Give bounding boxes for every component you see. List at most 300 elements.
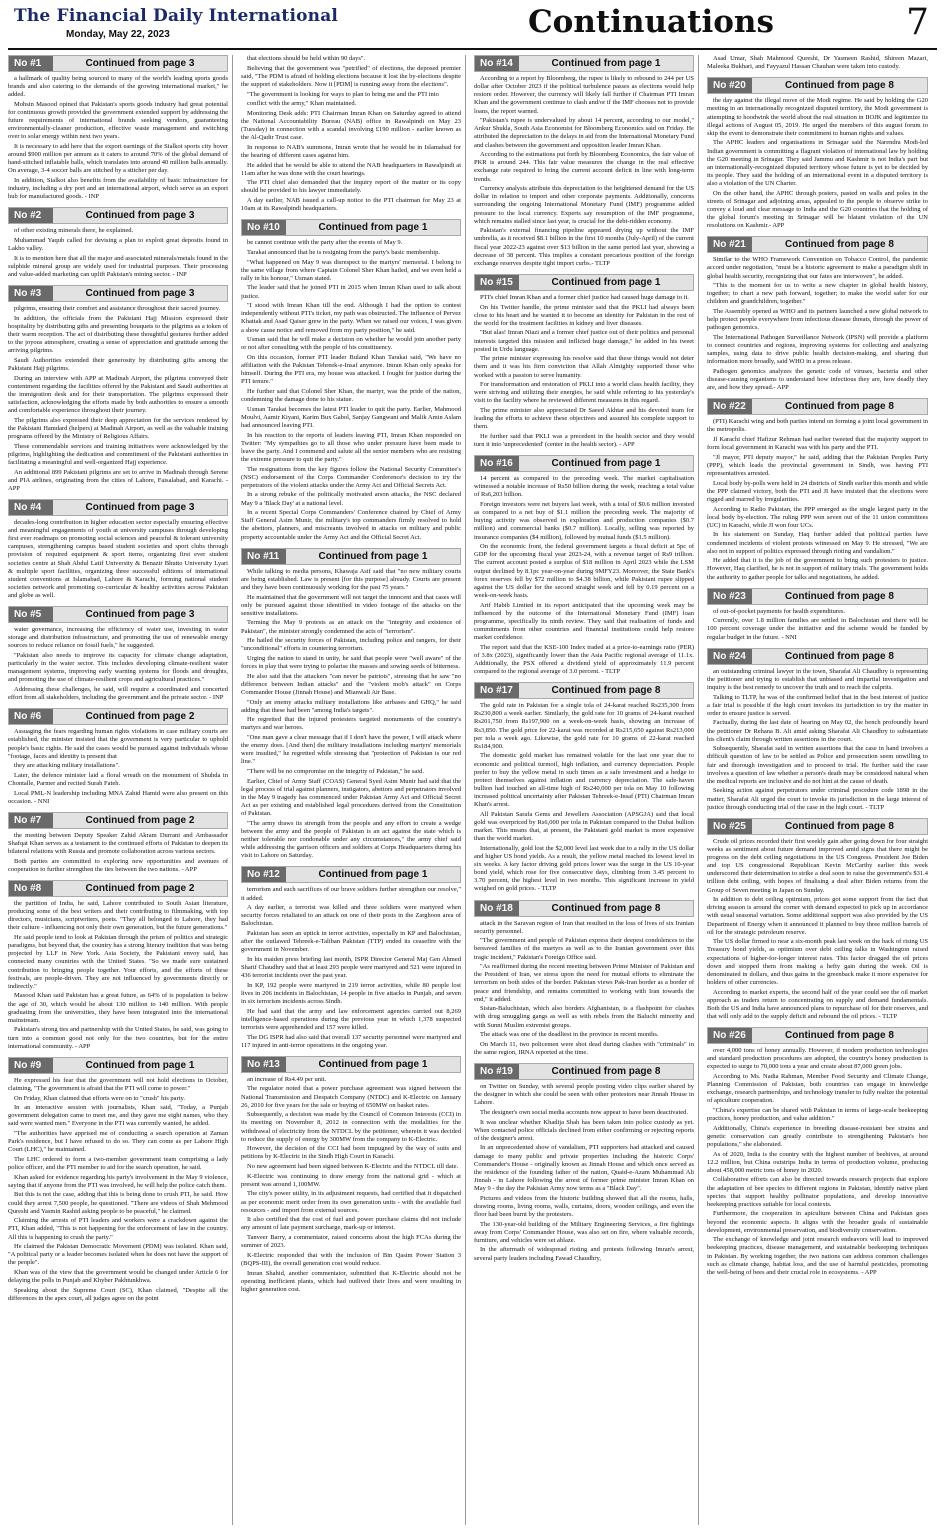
story-block xyxy=(707,1027,928,1277)
story-block xyxy=(707,648,928,812)
continued-from-label: Continued from page 3 xyxy=(85,501,195,513)
story-body xyxy=(8,305,228,493)
story-number-tag: No #2 xyxy=(9,208,53,223)
story-body xyxy=(241,55,461,213)
paragraph: of out-of-pocket payments for health expenditures. xyxy=(713,607,846,615)
paragraph: These commendable services and training initiatives were acknowledged by the pilgrims, highlighting the dedication and commitment of the Pakistani authorities in facilitating a meaningful and well-organized Hajj experience. xyxy=(8,442,228,466)
paragraph: He added that it is the job of the government to bring such protesters to justice. However, Haq clarified, he is not in support of military trials. The government holds the authority to gather people for talks and negotiations, he added. xyxy=(707,557,928,581)
paragraph: An additional 899 Pakistani pilgrims are set to arrive in Madinah through Serene and PIA airlines, originating from the cities of Lahore, Faisalabad, and Karachi. - APP xyxy=(8,468,228,492)
paragraph: A day earlier, a terrorist was killed and three soldiers were martyred when security forces retaliated to an attack on one of their posts in the Zarghoon area of Balochistan. xyxy=(241,904,461,928)
story-block xyxy=(707,236,928,392)
paragraph: He expressed his fear that the government will not hold elections in October, claiming, "The government is afraid that the PTI will come to power." xyxy=(8,1076,228,1092)
paragraph: In addition to debt ceiling optimism, prices got some support from the fact that driving season is around the corner with demand expected to pick up in accordance with usual seasonal variation. Some additional support was also provided by the US Department of Energy when it announced it planned to buy three million barrels of oil for the strategic petroleum reserve. xyxy=(707,896,928,936)
paragraph: "Only an enemy attacks military installations like airbases and GHQ," he said adding that these had been "among India's targets". xyxy=(241,698,461,714)
continued-from-label: Continued from page 8 xyxy=(785,1030,894,1041)
paragraph: In his statement on Sunday, Haq further added that political parties have condemned incidents of violent protests witnessed on May 9. He stressed, "We are also not in support of politics expressed through rioting and vandalism." xyxy=(707,531,928,555)
continued-from-label: Continued from page 8 xyxy=(785,650,894,662)
paragraph: Asad Umar, Shah Mahmood Qureshi, Dr Yasmeen Rashid, Shireen Mazari, Maleeka Bukhari, and Fayyazul Hassan Chauhan were taken into custody. xyxy=(707,55,928,71)
continuation-header xyxy=(707,818,928,835)
paragraph: The prime minister expressing his resolve said that these things would not deter them and it was his firm conviction that Allah Almighty supported those who worked with a passion to serve humanity. xyxy=(474,355,694,379)
paragraph: Tarakai announced that he is resigning from the party's basic membership. xyxy=(247,248,440,256)
paragraph: Subsequently, Sharafat said in written assertions that the case in hand involves a difficult question of law to be settled as Police and prosecution seem unwilling to fair and thorough investigation and to proceed to trial. He further said the case involves a question of law whether a person's death may be considered natural when the medical reports are inclusive and do not hint at the cause of death. xyxy=(707,745,928,785)
continuation-header xyxy=(474,55,694,72)
paragraph: The gold rate in Pakistan for a single tola of 24-karat reached Rs235,300 from Rs230,800 a week earlier. Similarly, the gold rate for 10 grams of 24-karat reached Rs201,750 from Rs197,900 on a week-on-week basis, showing an increase of Rs3,850. The gold price for 22-karat was recorded at Rs215,650 against Rs213,000 per tola a week ago. Likewise, the gold rate for 10 grams of 22-karat reached Rs184,900. xyxy=(474,702,694,750)
story-number-tag: No #23 xyxy=(708,589,752,604)
continued-from-label: Continued from page 1 xyxy=(551,458,661,470)
paragraph: Usman Tarakai becomes the latest PTI leader to quit the party. Earlier, Mahmood Moulvi, Aamir Kiyani, Karim Bux Gabol, Sanjay Gangwani and Malik Amin Aslam had announced leaving PTI. xyxy=(241,405,461,429)
paragraph: The LHC ordered to form a two-member government team comprising a lady police officer, and the PTI member to aid for the search operation, he said. xyxy=(8,1155,228,1171)
paragraph: attack in the Saravan region of Iran that resulted in the loss of lives of six Iranian security personnel. xyxy=(474,919,694,935)
paragraph: of other existing minerals there, he explained. xyxy=(14,227,134,235)
column-2 xyxy=(241,55,466,1525)
story-number-tag: No #24 xyxy=(708,649,752,664)
story-number-tag: No #6 xyxy=(9,709,53,724)
paragraph: Foreign investors were net buyers last week, with a total of $0.6 million invested as compared to a net buy of $1.1 million the preceding week. The majority of buying activity was observed in exploration and production companies ($0.7 million) and commercial banks ($0.7 million). Locally, selling was reported by insurance companies ($4 million), followed by mutual funds ($1.5 million). xyxy=(474,501,694,541)
paragraph: Local PML-N leadership including MNA Zahid Hamid were also present on this occasion. - NNI xyxy=(8,789,228,805)
paragraph: He also said that the attackers "can never be patriots", stressing that he saw "no difference between Indian attacks" and the "violent mob's attack" on Corps Commander House (Jinnah House) and Mianwali Air Base. xyxy=(241,672,461,696)
continuation-header xyxy=(241,219,461,236)
paragraph: During an interview with APP at Madinah Airport, the pilgrims conveyed their contentment regarding the facilities offered by the Pakistani and Saudi authorities at the immigration desk and for their transportation. The pilgrims expressed their satisfaction, acknowledging the efforts made by both authorities to ensure a smooth and comfortable experience throughout their journey. xyxy=(8,374,228,415)
paragraph: Sistan-Baluchistan, which also borders Afghanistan, is a flashpoint for clashes with drug smuggling gangs as well as with rebels from the Baluchi minority and with Sunni Muslim extremist groups. xyxy=(474,1005,694,1029)
column-3 xyxy=(474,55,699,1525)
paragraph: He claimed the Pakistan Democratic Movement (PDM) was isolated. Khan said, "A political party or a leader becomes isolated when he does not have the support of the people". xyxy=(8,1243,228,1267)
column-4 xyxy=(707,55,932,1525)
story-body xyxy=(8,1077,228,1303)
paragraph: The resignations from the key figures follow the National Security Committee's (NSC) endorsement of the Corps Commander Conference's decision to try the perpetrators of the violent attacks under the Army Act and Official Secrets Act. xyxy=(241,465,461,489)
paragraph: Local body by-polls were held in 24 districts of Sindh earlier this month and while the PPP claimed victory, both the PTI and JI have insisted that the elections were rigged and marred by irregularities. xyxy=(707,479,928,503)
paragraph: Additionally, China's experience in breeding disease-resistant bee strains and genetic conservation can greatly contribute to strengthening Pakistan's bee populations," she elaborated. xyxy=(707,1124,928,1148)
continuation-header xyxy=(8,606,228,623)
continuation-header xyxy=(241,866,461,883)
paragraph: The pilgrims also expressed their deep appreciation for the services rendered by the Pakistani Hamdard (helpers) at Madinah Airport, as well as the valuable training programs offered by the Ministry of Religious Affairs. xyxy=(8,416,228,440)
story-number-tag: No #5 xyxy=(9,607,53,622)
paragraph: an increase of Rs4.49 per unit. xyxy=(247,1075,327,1083)
paragraph: they are attacking military installations". xyxy=(14,762,120,770)
paragraph: "I stood with Imran Khan till the end. Although I had the option to contest independently without PTI's ticket, my path was obstructed. The influence of Pervez Khattak and Asad Qaiser grew in the party. When we raised our voices, I was given a show cause notice and removed from my party position," he said. xyxy=(241,302,461,334)
paragraph: Mohsin Masood opined that Pakistan's sports goods industry had great potential for continuous growth provided the government extended support by addressing the future requirements of international brands seeking vendors, guaranteeing environmentally-cleaner production, effective waste management and switching over to solar energy within next two years. xyxy=(8,100,228,141)
continued-from-label: Continued from page 8 xyxy=(785,239,894,251)
continuation-header xyxy=(707,77,928,94)
paragraph: The US dollar firmed to near a six-month peak last week on the back of rising US Treasury bond yields, as optimism over debt ceiling talks in Washington raised expectations of higher-for-longer interest rates. This factor dragged the oil prices down and stopped them from making a hefty gain during the week. Oil is denominated in dollars, and thus gains in the greenback make it more expensive for holders of other currencies. xyxy=(707,938,928,986)
paragraph: The APHC leaders and organisations in Srinagar said the Narendra Modi-led Indian government is committing a flagrant violation of international law by holding the G20 meeting in Srinagar. They said Jammu and Kashmir is not India's part but an internationally-recognized disputed territory whose future is yet to be decided by its people. They said the holding of an international event in a disputed territory is also a violation of the UN Charter. xyxy=(707,139,928,187)
paragraph: In an interactive session with journalists, Khan said, "Today, a Punjab government delegation came to meet me, and they gave me eight names, who they said were wanted men." Everyone in the PTI was currently wanted, he added. xyxy=(8,1104,228,1128)
story-number-tag: No #19 xyxy=(475,1064,519,1079)
story-body xyxy=(8,75,228,201)
story-block xyxy=(707,77,928,230)
paragraph: In addition, Sialkot also benefits from the availability of basic infrastructure for industry, including a dry port and an international airport, which serve as an export hub for manufactured goods. - INP xyxy=(8,177,228,201)
story-body xyxy=(8,626,228,702)
paragraph: "One man gave a clear message that if I don't have the power, I will attack where the enemy does. [And then] the military installations including martyrs' memorials were insulted," he regretted while stressing that "protection of Pakistan is our red line." xyxy=(241,734,461,766)
story-number-tag: No #8 xyxy=(9,881,53,896)
paragraph: decades-long contribution in higher education sector especially ensuring effective and meaningful engagements of youth at university campuses through developing first ever roadmaps on promoting social sciences and peaceful & tolerant university campuses, strengthening campus based student societies and sport clubs through provision of required equipment & sport items, organizing first ever student societies centre at Shah Abdul Latif University & Benazir Bhutto University Lyari & multiple sport facilities, organizing three successful editions of international student conventions at Islamabad, Lahore & Karachi, forming national student societies network and promoting co-curricular & healthy activities across Pakistan and globe as well. xyxy=(8,518,228,599)
columns-container xyxy=(8,55,937,1525)
column-1 xyxy=(8,55,233,1525)
continuation-header xyxy=(474,274,694,291)
paragraph: In an unprecedented show of vandalism, PTI supporters had attacked and caused damage to many public and private properties including the historic Corps' Commander's House - originally known as Jinnah House and which once served as the residence of the founding father of the nation, Quaid-e-Azam Muhammad Ali Jinnah - in Lahore following the arrest of former prime minister Imran Khan on May 9 - the day the Pakistan Army now terms as a "Black Day". xyxy=(474,1144,694,1192)
story-body xyxy=(8,832,228,874)
paragraph: Later, the defence minister laid a floral wreath on the monument of Shuhda in Chontalle, Parmer and recited Surah Fateh. xyxy=(8,771,228,787)
paragraph: The attack was one of the deadliest in the province in recent months. xyxy=(480,1031,659,1039)
paragraph: the day against the illegal move of the Modi regime. He said by holding the G20 meeting in an internationally recognized disputed territory, the Modi government is attempting to hoodwink the world about the real situation in IIOJK and legitimize its illegal actions of August 05, 2019. He urged the members of this august forum to skip the event to demonstrate their commitment to human rights and values. xyxy=(707,97,928,137)
paragraph: In his maiden press briefing last month, ISPR Director General Maj Gen Ahmed Sharif Chaudhry said that at least 293 people were martyred and 521 were injured in 436 terrorist incidents over the past year. xyxy=(241,955,461,980)
paragraph: Subsequently, a decision was made by the Council of Common Interests (CCI) in its meeting on November 8, 2012 in connection with the modalities for the withdrawal of electricity from the NTDCL by the petitioner, wherein it was decided to reduce the supply of energy by 300MW from the company to K-Electric. xyxy=(241,1111,461,1143)
story-block xyxy=(8,285,228,493)
paragraph: Tanveer Barry, a commentator, raised concerns about the high FCAs during the summer of 2023. xyxy=(241,1234,461,1250)
story-number-tag: No #10 xyxy=(242,220,286,235)
continuation-header xyxy=(8,812,228,829)
paragraph: The city's power utility, in its adjustment requests, had certified that it dispatched as per economic merit order from its own generation units - with the available fuel resources - and import from external sources. xyxy=(241,1190,461,1214)
page-number: 7 xyxy=(906,2,929,43)
paragraph: Pakistan's strong ties and partnership with the United States, he said, was going to turn into a common good not only for the two countries, but for the entire international community. - APP xyxy=(8,1026,228,1050)
paragraph: Khan was of the view that the government would be changed under Article 6 for delaying the polls in Punjab and Khyber Pakhtunkhwa. xyxy=(8,1269,228,1285)
story-block xyxy=(8,708,228,806)
continued-from-label: Continued from page 2 xyxy=(85,883,195,894)
continuation-header xyxy=(707,236,928,253)
paragraph: Imran Shahid, another commentator, submitted that K-Electric should not be operating inefficient plants, which had outlived their lives and were resulting in higher generation cost. xyxy=(241,1269,461,1293)
story-body xyxy=(707,608,928,642)
paragraph: Factually, during the last date of hearing on May 02, the bench profoundly heard the petitioner Dr Rehana B. Ali amid asking Sharafat Ali Chaudhry to substantiate his client's claim through written assertions in the court. xyxy=(707,719,928,743)
paragraph: On his Twitter handle, the prime minister said that the PKLI had always been close to his heart and he wanted it to become an identity for Pakistan in the rest of the world for the treatment facilities in kidney and liver diseases. xyxy=(474,303,694,327)
paragraph: It was unclear whether Khadija Shah has been taken into police custody as yet. When contacted police officials declined from either confirming or rejecting reports of the designer's arrest. xyxy=(474,1118,694,1142)
story-number-tag: No #7 xyxy=(9,813,53,828)
continued-from-label: Continued from page 3 xyxy=(85,288,195,300)
continued-from-label: Continued from page 3 xyxy=(85,210,195,222)
story-body xyxy=(474,702,694,893)
paragraph: Usman said that he will make a decision on whether he would join another party or not after consulting with the people of his constituency. xyxy=(241,336,461,352)
paragraph: "This is the moment for us to write a new chapter in global health history, together; to chart a new path forward, together; to make the world safer for our children and grandchildren, together." xyxy=(707,282,928,306)
paragraph: He regretted that the injured protesters targeted monuments of the country's martyrs and war heroes. xyxy=(241,716,461,732)
paragraph: The leader said that he joined PTI in 2015 when Imran Khan used to talk about justice. xyxy=(241,284,461,300)
continued-from-label: Continued from page 1 xyxy=(318,869,428,881)
story-block xyxy=(8,880,228,1051)
story-number-tag: No #13 xyxy=(242,1057,286,1072)
paragraph: "But alas! Imran Niazi and a former chief justice out of their politics and personal interests targeted this mission and inflicted huge damage," he added in his tweet posted in Urdu language. xyxy=(474,329,694,353)
paragraph: be cannot continue with the party after the events of May 9. xyxy=(247,239,403,247)
continuation-header xyxy=(474,900,694,917)
paragraph: "The government is looking for ways to plan to bring me and the PTI into xyxy=(247,90,439,98)
story-block xyxy=(474,900,694,1058)
continuation-header xyxy=(8,55,228,72)
paragraph: For transformation and restoration of PKLI into a world class health facility, they were striving and utilizing their energies, he said while referring to his yesterday's visit to the facility where he reviewed different measures in this regard. xyxy=(474,381,694,405)
paragraph: On the other hand, the APHC through posters, pasted on walls and poles in the streets of Srinagar and adjoining areas, appealed to the people to observe strike to convey a loud and clear message to India and the G20 countries that the holding of the global forum's meeting in Srinagar will be blatant violation of the UN resolutions on Kashmir.- APP xyxy=(707,189,928,230)
paragraph: In a strong rebuke of the politically motivated arson attacks, the NSC declared May 9 a 'Black Day' at a national level. xyxy=(241,491,461,507)
paragraph: The domestic gold market has remained volatile for the last one year due to economic and political turmoil, high inflation, and currency depreciation. People prefer to buy the yellow metal in such times as a safe investment and a hedge to protect themselves against inflation and currency depreciation. The safe-haven bullion had touched an all-time high of Rs240,000 per tola on May 10 following increased political uncertainty after Pakistan Tehreek-e-Insaf (PTI) Chairman Imran Khan's arrest. xyxy=(474,752,694,809)
paragraph: "Jl mayor, PTI deputy mayor," he said, adding that the Pakistan Peoples Party (PPP), which leads the provincial government in Sindh, was having PTI representatives arrested. xyxy=(707,453,928,477)
story-block xyxy=(241,548,461,861)
paragraph: According to market experts, the second half of the year could see the oil market approach as traders return to concentrating on supply and demand fundamentals. Both the US and India have announced plans to repurchase oil for their reserves, and that will only add to the supply deficit and rebound the oil prices. - TLTP xyxy=(707,988,928,1020)
continuation-header xyxy=(707,398,928,415)
story-block xyxy=(8,499,228,600)
continuation-header xyxy=(474,455,694,472)
paragraph: Jl Karachi chief Hafizur Rehman had earlier tweeted that the majority support to form local government in Karachi was with his party and the PTI. xyxy=(707,436,928,452)
paragraph: According to Ms. Nadia Rahman, Member Food Security and Climate Change, Planning Commission of Pakistan, both countries can engage in knowledge exchange, research partnerships, and technology transfer to fully realize the potential of apiculture cooperation. xyxy=(707,1072,928,1105)
publication-name: The Financial Daily International xyxy=(14,6,339,26)
continued-from-label: Continued from page 1 xyxy=(551,58,661,69)
story-body xyxy=(241,239,461,541)
story-number-tag: No #26 xyxy=(708,1028,752,1043)
paragraph: Arif Habib Limited in its report anticipated that the upcoming week may be influenced by the outcome of the International Monetary Fund (IMF) loan programme, specifically its ninth review. They said that realisation of funds and commitments from other countries and financial institutions could help restore market confidence. xyxy=(474,601,694,641)
paragraph: The prime minister also appreciated Dr Saeed Akhtar and his devoted team for leading the efforts to achieve these objectives and assured his complete support to them. xyxy=(474,407,694,431)
paragraph: over 4,000 tons of honey annually. However, if modern production technologies and standard production procedures are adopted, the country's honey production is expected to surge to 70,000 tons a year and create about 87,000 green jobs. xyxy=(707,1047,928,1071)
story-body xyxy=(474,920,694,1058)
paragraph: Believing that the government was "petrified" of elections, the deposed premier said, "The PDM is afraid of holding elections because it lost the by-elections despite the support of stakeholders. Now it [PDM] is running away from the elections". xyxy=(241,64,461,88)
paragraph: "The government and people of Pakistan express their deepest condolences to the bereaved families of the martyrs as well as to the Iranian government over this tragic incident," Pakistan's Foreign Office said. xyxy=(474,937,694,961)
continuation-header xyxy=(707,648,928,665)
paragraph: However, the decision of the CCI had been impugned by the way of suits and petitions by K-Electric in the Sindh High Court in Karachi. xyxy=(241,1145,461,1161)
story-body xyxy=(8,227,228,279)
paragraph: The DG ISPR had also said that overall 137 security personnel were martyred and 117 injured in anti-terror operations in the ongoing year. xyxy=(241,1033,461,1049)
paragraph: According to a report by Bloomberg, the rupee is likely to rebound to 244 per US dollar after October 2023 if the political turbulence passes as elections would help restore order. However, the currency will likely fall further if Chairman PTI Imran Khan and the government continue to clash and/or if the IMF chooses not to provide loans, the report warned. xyxy=(474,75,694,115)
story-body xyxy=(8,519,228,600)
story-block xyxy=(241,1056,461,1294)
paragraph: The exchange of knowledge and joint research endeavors will lead to improved beekeeping practices, disease management, and sustainable beekeeping techniques in Pakistan. By working together, the two nations can address common challenges such as climate change, habitat loss, and the use of harmful pesticides, promoting the well-being of bees and their crucial role in ecosystems. - APP xyxy=(707,1236,928,1276)
paragraph: In addition, the officials from the Pakistani Hajj Mission expressed their hospitality by distributing gifts and presenting bouquets to the pilgrims as a token of their warm reception. The act of distributing these thoughtful gestures further added to the joyous atmosphere, creating a sense of appreciation and gratitude among the arriving pilgrims. xyxy=(8,314,228,355)
story-number-tag: No #9 xyxy=(9,1058,53,1073)
story-body xyxy=(707,668,928,812)
paragraph: terrorism and such sacrifices of our brave soldiers further strengthen our resolve," it added. xyxy=(241,886,461,902)
story-block xyxy=(707,588,928,642)
story-body xyxy=(241,1076,461,1294)
paragraph: Masood Khan said Pakistan has a great future, as 64% of is population is below the age of 30, which would be about 130 million to 140 million. With people graduating from the universities, they have been integrated into the international mainstream. xyxy=(8,992,228,1024)
publication-date: Monday, May 22, 2023 xyxy=(66,29,170,40)
paragraph: Pakistan's external financing pipeline appeared drying up without the IMF umbrella, as it received $8.1 billion in the first 10 months (July-April) of the current fiscal year 2022-23 against over $13 billion in the same period last year, showing a decrease of 38 percent. This implies a constant precarious position of the foreign exchange reserves despite tight import curbs.- TLTP xyxy=(474,227,694,267)
paragraph: Currency analysts attribute this depreciation to the heightened demand for the US dollar in relation to import and other corporate payments. Additionally, concerns surrounding the ongoing International Monetary Fund (IMF) programme added pressure to the local currency. Experts say resumption of the IMF programme, which remains stalled since last year, is crucial for the debt-ridden economy. xyxy=(474,185,694,225)
paragraph: Terming the May 9 protests as an attack on the "integrity and existence of Pakistan", the minister strongly condemned the acts of "terrorism". xyxy=(241,619,461,635)
paragraph: Muhammad Yaqub called for devising a plan to exploit great deposits found in Lakho valley. xyxy=(8,237,228,253)
paragraph: the meeting between Deputy Speaker Zahid Akram Durrani and Ambassador Shafqat Khan serves as a testament to the continued efforts of Pakistan to deepen its bilateral relations with Russia and promote collaboration across various sectors. xyxy=(8,831,228,856)
paragraph: According to the estimations put forth by Bloomberg Economics, the fair value of PKR is around 244. This fair value measures the change in the real effective exchange rate required to bring the current account deficit in line with long-term trends. xyxy=(474,151,694,183)
story-number-tag: No #20 xyxy=(708,78,752,93)
story-body xyxy=(707,418,928,581)
story-block xyxy=(474,274,694,449)
continued-from-label: Continued from page 3 xyxy=(85,58,195,69)
paragraph: He further said that PKLI was a precedent in the health sector and they would turn it into 'unprecedented' (center in the health sector). - APP xyxy=(474,432,694,448)
paragraph: As of 2020, India is the country with the highest number of beehives, at around 12.2 million, but China outstrips India in terms of production volume, producing about 458,000 metric tons of honey in 2020. xyxy=(707,1150,928,1174)
paragraph: Internationally, gold lost the $2,000 level last week due to a rally in the US dollar and higher US bond yields. As a result, the yellow metal reached its lowest level in six weeks. A key factor driving gold prices lower was the surge in the US 10-year bond yield, which rose for five consecutive days, climbing from 3.45 percent to 3.70 percent, the highest level in two months. This significant increase in yield weighed on gold prices. - TLTP xyxy=(474,844,694,893)
paragraph: On March 11, two policemen were shot dead during clashes with "criminals" in the same region, IRNA reported at the time. xyxy=(474,1040,694,1056)
continuation-header xyxy=(8,499,228,516)
continuation-header xyxy=(241,548,461,565)
paragraph: While talking to media persons, Khawaja Asif said that "no new military courts are being established. Law is present [for this purpose] already. Courts are present and they have been continuously working for the past 75 years." xyxy=(241,567,461,591)
paragraph: Both parties are committed to exploring new opportunities and avenues of cooperation to further strengthen the ties between the two nations. - APP xyxy=(8,857,228,873)
paragraph: "There will be no compromise on the integrity of Pakistan," he said. xyxy=(247,768,424,775)
continuation-header xyxy=(474,682,694,699)
paragraph: The report said that the KSE-100 Index traded at a price-to-earnings ratio (PER) of 3.8x (2023), significantly lower than the Asia Pacific regional average of 11.1x. Additionally, the PSX offered a dividend yield of approximately 11.9 percent compared to the regional average of 3.0 percent. - TLTP xyxy=(474,643,694,675)
paragraph: The 130-year-old building of the Military Engineering Services, a fire fightings away from Corps' Commander House, was also set on fire, where valuable records, furniture, and vehicles were set ablaze. xyxy=(474,1220,694,1244)
paragraph: a hallmark of quality being sourced to many of the world's leading sports goods brands and also catering to the demands of the growing international market," he added. xyxy=(8,75,228,99)
story-body xyxy=(474,475,694,676)
continued-from-label: Continued from page 8 xyxy=(785,820,894,832)
paragraph: "The authorities have apprised me of conducting a search operation at Zaman Park's residence, but I have refused to do so. They can come as per Lahore High Court (LHC)," he maintained. xyxy=(8,1130,228,1154)
paragraph: Crude oil prices recorded their first weekly gain after going down for four straight weeks as sentiment about future demand improved amid signs that there might be progress on the debt ceiling negotiations in the US Congress. President Joe Biden and top US congressional Republican Kevin McCarthy earlier this week underscored their determination to strike a deal soon to raise the government's $31.4 trillion debt ceiling, with hopes of finalising a deal after Biden returns from the Group of Seven meeting in Japan on Sunday. xyxy=(707,837,928,894)
story-body xyxy=(474,75,694,268)
story-block xyxy=(707,55,928,71)
story-number-tag: No #18 xyxy=(475,901,519,916)
paragraph: He further said that Colonel Sher Khan, the martyr, was the pride of the nation, condemning the damage done to his statue. xyxy=(241,387,461,403)
story-block xyxy=(8,1057,228,1303)
paragraph: Addressing these challenges, he said, will require a coordinated and concerted effort from all stakeholders, including the government and the private sector. - INP xyxy=(8,686,228,702)
story-block xyxy=(8,606,228,702)
paragraph: an outstanding criminal lawyer in the town, Sharafat Ali Chaudhry is representing the petitioner and trying to establish that unbiased and impartial investigation and inquiry is the best remedy to uncover the truth and to reach the culprits. xyxy=(707,667,928,691)
paragraph: Collaborative efforts can also be directed towards research projects that explore the adaptation of bee species to different regions in Pakistan, identify native plant species that support healthy pollinator populations, and develop innovative beekeeping practices suitable for local contexts. xyxy=(707,1176,928,1208)
story-number-tag: No #21 xyxy=(708,237,752,252)
paragraph: pilgrims, ensuring their comfort and assistance throughout their sacred journey. xyxy=(14,305,221,313)
continued-from-label: Continued from page 8 xyxy=(551,1066,661,1077)
paragraph: All Pakistan Sarafa Gems and Jewellers Association (APSGJA) said that local gold was overpriced by Rs6,000 per tola in Pakistan compared to the Dubai bullion market. This means that, at present, the Pakistani gold market is more expensive than the world market. xyxy=(474,810,694,843)
story-number-tag: No #11 xyxy=(242,549,286,564)
continued-from-label: Continued from page 1 xyxy=(318,1058,428,1070)
story-block xyxy=(8,812,228,874)
paragraph: In the aftermath of widespread rioting and protests following Imran's arrest, several party leaders including Fawad Chaudhry, xyxy=(474,1246,694,1262)
story-number-tag: No #15 xyxy=(475,275,519,290)
story-body xyxy=(707,97,928,230)
story-block xyxy=(474,1063,694,1263)
continuation-header xyxy=(707,1027,928,1044)
continued-from-label: Continued from page 2 xyxy=(85,711,195,723)
continued-from-label: Continued from page 1 xyxy=(85,1059,195,1071)
paragraph: Claiming the arrests of PTI leaders and workers were a crackdown against the PTI, Khan added, "This is not happening for the enforcement of law in the country. All this is happening to crush the party." xyxy=(8,1217,228,1241)
paragraph: He maintained that the government will not target the innocent and that cases will only be pursued against those identified in video footage of the attacks on the sensitive installations. xyxy=(241,593,461,617)
story-block xyxy=(474,55,694,268)
continuation-header xyxy=(8,880,228,897)
story-block xyxy=(707,398,928,581)
continuation-header xyxy=(474,1063,694,1080)
paragraph: The regulator noted that a power purchase agreement was signed between the National Transmission and Despatch Company (NTDC) and K-Electric on January 26, 2010 for five years for the sale or buying of 650MW on basket rates. xyxy=(241,1085,461,1109)
continuation-header xyxy=(241,1056,461,1073)
paragraph: Currently, over 1.8 million families are settled in Balochistan and there will be 100 percent coverage under the initiative and the scheme would be funded by regular budget in the future. - NNI xyxy=(707,617,928,641)
paragraph: Urging the nation to stand in unity, he said that people were "well aware" of the forces in play that were trying to polarise the masses and sowing seeds of bitterness. xyxy=(241,654,461,670)
story-body xyxy=(474,294,694,449)
continued-from-label: Continued from page 8 xyxy=(785,80,894,92)
paragraph: He said people tend to look at Pakistan through the prism of politics and strategic paradigms, but beyond that, the country has a strong literary tradition that was being projected by LLF in New York. Asia Society, the Pakistani envoy said, has connected many countries with the United States. "So we made sure sustained contribution to bringing people together. Your efforts, and the efforts of these festivals, are people-driven. They are not influenced by governments directly or indirectly." xyxy=(8,934,228,990)
paragraph: Furthermore, the cooperation in apiculture between China and Pakistan goes beyond the economic aspects. It aligns with the broader goals of sustainable development, environmental preservation, and biodiversity conservation. xyxy=(707,1210,928,1234)
story-block xyxy=(241,219,461,541)
story-number-tag: No #25 xyxy=(708,819,752,834)
paragraph: Assuaging the fears regarding human rights violations in case military courts are established, the minister insisted that the government is very particular to uphold people's basic rights. He said the cases would be pursued against individuals whose "footage, faces and identity is present that xyxy=(8,728,228,760)
story-body xyxy=(8,728,228,806)
story-block xyxy=(241,55,461,213)
paragraph: that elections should be held within 90 days". xyxy=(247,55,366,62)
paragraph: Saudi Authorities extended their generosity by distributing gifts among the Pakistani Hajj pilgrims. xyxy=(8,356,228,372)
story-number-tag: No #1 xyxy=(9,56,53,71)
paragraph: Pakistan has seen an uptick in terror activities, especially in KP and Balochistan, after the outlawed Tehreek-e-Taliban Pakistan (TTP) ended its ceasefire with the government in November. xyxy=(241,930,461,954)
continued-from-label: Continued from page 8 xyxy=(785,590,894,602)
story-number-tag: No #22 xyxy=(708,399,752,414)
paragraph: It also certified that the cost of fuel and power purchase claims did not include any amount of late payment surcharge, mark-up or interest. xyxy=(241,1216,461,1232)
story-block xyxy=(8,55,228,201)
story-body xyxy=(241,886,461,1049)
story-block xyxy=(8,207,228,279)
continuation-header xyxy=(8,207,228,224)
story-block xyxy=(241,866,461,1049)
paragraph: It is to mention here that all the major and associated minerals/metals found in the sulphide mineral group are widely used for industrial purposes. Their processing and value-added marketing can uplift Pakistan's mining sector. - INP xyxy=(8,254,228,278)
continuation-header xyxy=(8,708,228,725)
paragraph: Speaking about the Supreme Court (SC), Khan claimed, "Despite all the differences in the apex court, all judges agree on the point xyxy=(8,1286,228,1302)
continued-from-label: Continued from page 1 xyxy=(318,222,428,234)
paragraph: He added that he would be able to attend the NAB headquarters in Rawalpindi at 11am after he was done with the court hearings. xyxy=(241,161,461,177)
story-body xyxy=(241,568,461,861)
paragraph: Talking to TLTP, he was of the confirmed belief that in the best interest of justice a fair trial is possible if the high court invokes its jurisdiction to try the matter in order to ensure justice is served. xyxy=(707,693,928,717)
continued-from-label: Continued from page 1 xyxy=(318,550,428,562)
paragraph: Khan asked for evidence regarding his party's involvement in the May 9 violence, saying that if anyone from the PTI was involved, he will help the police catch them. xyxy=(8,1173,228,1189)
masthead xyxy=(8,0,937,50)
paragraph: In KP, 192 people were martyred in 219 terror activities, while 80 people lost lives in 206 incidents in Balochistan, 14 people in five attacks in Punjab, and seven in six terrorism incidents across Sindh. xyxy=(241,981,461,1005)
paragraph: on Twitter on Sunday, with several people posting video clips earlier shared by the designer in which she could be seen with other protestors near Jinnah House in Lahore. xyxy=(474,1083,694,1107)
paragraph: No new agreement had been signed between K-Electric and the NTDCL till date. xyxy=(247,1163,459,1170)
paragraph: He hailed the security forces of Pakistan, including police and rangers, for their "unconditional" efforts in countering terrorism. xyxy=(241,637,461,653)
paragraph: "What happened on May 9 was disrespect to the martyrs' memorial. I belong to the same village from where Captain Colonel Sher Khan hailed, and we even held a rally in his honour," Usman stated. xyxy=(241,258,461,282)
story-block xyxy=(707,818,928,1021)
paragraph: In a recent Special Corps Commanders' Conference chaired by Chief of Army Staff General Asim Munir, the military's top commanders firmly resolved to hold the abettors, planners, and miscreants involved in attacks on military and public property accountable under the Army Act and the Official Secret Act. xyxy=(241,509,461,541)
paragraph: K-Electric responded that with the inclusion of Bin Qasim Power Station 3 (BQPS-III), the overall generation cost would reduce. xyxy=(241,1251,461,1267)
continuation-header xyxy=(8,285,228,302)
story-number-tag: No #3 xyxy=(9,286,53,301)
story-body xyxy=(474,1083,694,1263)
story-number-tag: No #4 xyxy=(9,500,53,515)
paragraph: In his reaction to the reports of leaders leaving PTI, Imran Khan responded on Twitter: "My sympathies go to all those who under pressure have been made to leave the party. And I commend and salute all the senior members who are resisting the extreme pressure to quit the party." xyxy=(241,431,461,463)
paragraph: According to Radio Pakistan, the PPP emerged as the single largest party in the local body by-election. The ruling PPP won seven out of the 11 union committees (UC) in Karachi, while JI won four UCs. xyxy=(707,505,928,529)
paragraph: On Friday, Khan claimed that efforts were on to "crush" his party. xyxy=(14,1094,185,1102)
paragraph: conflict with the army," Khan maintained. xyxy=(247,100,357,108)
story-block xyxy=(474,455,694,676)
paragraph: the partition of India, he said, Lahore contributed to South Asian literature, producing some of the best writers and their contributing to filmmaking, with top directors, musicians, scriptwriters, poets. "They all belonged to Lahore, they had their culture - influencing not only their own generation, but the future generations." xyxy=(8,900,228,932)
story-body xyxy=(8,900,228,1051)
paragraph: "As reaffirmed during the recent meeting between Prime Minister of Pakistan and the President of Iran, we stress upon the need for mutual efforts to eliminate the terrorism on both sides of the border. Pakistan views Pak-Iran border as a border of peace and friendship, and remains committed to working with Iran towards the end," it added. xyxy=(474,963,694,1003)
paragraph: "China's expertise can be shared with Pakistan in terms of large-scale beekeeping practices, honey production, and value addition." xyxy=(707,1106,928,1122)
paragraph: He had said that the army and law enforcement agencies carried out 8,269 intelligence-based operations during the previous year in which 1,378 suspected terrorists were apprehended and 157 were killed. xyxy=(241,1007,461,1031)
paragraph: PTI's chief Imran Khan and a former chief justice had caused huge damage to it. xyxy=(480,293,689,301)
paragraph: On the economic front, the federal government targets a fiscal deficit at 5pc of GDP for the upcoming fiscal year 2023-24, with a revenue target of Rs9 trillion. The current account posted a surplus of $18 million in April 2023 while the LSM output declined by 8.1pc year-on-year during 9MFY23. Moreover, the State Bank's forex reserves fell by $72 million to $4.38 billion, while Pakistani rupee slipped against the US dollar for the second straight week and fell by 0.19 percent on a week-on-week basis. xyxy=(474,543,694,599)
story-block xyxy=(474,682,694,893)
paragraph: The PTI chief also demanded that the inquiry report of the matter or its copy should be provided to his lawyer immediately. xyxy=(241,179,461,195)
story-body xyxy=(707,256,928,392)
continued-from-label: Continued from page 2 xyxy=(85,814,195,826)
paragraph: Pathogen genomics analyzes the genetic code of viruses, bacteria and other disease-causing organisms to understand how infectious they are, how deadly they are, and how they spread.- APP xyxy=(707,367,928,392)
paragraph: Pictures and videos from the historic building showed that all the rooms, halls, drawing rooms, living rooms, walls, curtains, doors, wooden ceilings, and even the floor had been burnt by the protesters. xyxy=(474,1194,694,1218)
continued-from-label: Continued from page 1 xyxy=(551,276,661,288)
story-body xyxy=(707,1047,928,1277)
paragraph: "Pakistan also needs to improve its capacity for climate change adaptation, particularly in the water sector. This includes developing climate-resilient water management systems, improving early warning systems for floods and droughts, and promoting the use of climate-resilient crops and agricultural practices." xyxy=(8,652,228,684)
story-body xyxy=(707,838,928,1021)
paragraph: Seeking action against perpetrators under criminal procedure code 1898 in the matter, Sharafat Ali urged the court to invoke its jurisdiction in the large interest of justice through conducting trial of the case in the high court. - TLTP xyxy=(707,787,928,811)
paragraph: The designer's own social media accounts now appear to have been deactivated. xyxy=(480,1108,689,1116)
continued-from-label: Continued from page 8 xyxy=(551,685,661,697)
paragraph: 14 percent as compared to the preceding week. The market capitalisation witnessed a notable increase of Rs50 billion during the week, reaching a total value of Rs6,203 billion. xyxy=(474,475,694,499)
section-title: Continuations xyxy=(528,4,774,40)
paragraph: In response to NAB's summons, Imran wrote that he would be in Islamabad for the hearing of different cases against him. xyxy=(241,143,461,159)
paragraph: (PTI) Karachi wing and both parties intend on forming a joint local government in the metropolis. xyxy=(707,418,928,434)
paragraph: On this occasion, former PTI leader Buland Khan Tarakai said, "We have no affiliation with the Pakistan Tehreek-e-Insaf anymore. Imran Khan only speaks for himself. During the PTI era, my house was attacked. I fought for justice during the PTI tenure." xyxy=(241,353,461,386)
continuation-header xyxy=(707,588,928,605)
paragraph: K-Electric was continuing to draw energy from the national grid - which at present was around 1,100MW. xyxy=(241,1172,461,1188)
story-number-tag: No #14 xyxy=(475,56,519,71)
story-body xyxy=(707,55,928,71)
paragraph: Earlier, Chief of Army Staff (COAS) General Syed Asim Munir had said that the legal process of trial against planners, instigators, abettors and perpetrators involved in the May 9 tragedy has commenced under Pakistan Army Act and Official Secret Act as per existing and established legal procedures derived from the Constitution of Pakistan. xyxy=(241,777,461,818)
continued-from-label: Continued from page 8 xyxy=(785,401,894,413)
paragraph: But this is not the case, adding that this is being done to crush PTI, he said. How could they arrest 7,500 people, he questioned. "There are videos of Shah Mehmood Qureshi and Yasmin Rashid asking people to be peaceful," he claimed. xyxy=(8,1191,228,1215)
paragraph: The International Pathogen Surveillance Network (IPSN) will provide a platform to connect countries and regions, improving systems for collecting and analyzing samples, using data to drive public health decision-making, and sharing that information more broadly, said WHO in a press release. xyxy=(707,333,928,366)
paragraph: Similar to the WHO Framework Convention on Tobacco Control, the pandemic accord under negotiation, "must be a historic agreement to make a paradigm shift in global health security, recognizing that our fates are interwoven", he added. xyxy=(707,256,928,280)
paragraph: water governance, increasing the efficiency of water use, investing in water storage and distribution infrastructure, and promoting the use of renewable energy sources to reduce reliance on fossil fuels," he suggested. xyxy=(8,626,228,650)
story-number-tag: No #16 xyxy=(475,456,519,471)
story-number-tag: No #17 xyxy=(475,683,519,698)
paragraph: A day earlier, NAB issued a call-up notice to the PTI chairman for May 23 at 10am at its Rawalpindi headquarters. xyxy=(241,197,461,213)
paragraph: "The army draws its strength from the people and any effort to create a wedge between the army and the people of Pakistan is an act against the state which is neither tolerable nor condonable under any circumstances," the army chief said while addressing the garrison officers and soldiers at Corps Headquarters during his visit to Lahore on Saturday. xyxy=(241,819,461,860)
paragraph: The Assembly opened as WHO and its partners launched a new global network to help protect people everywhere from infectious disease threats, through the power of pathogen genomics. xyxy=(707,308,928,332)
continued-from-label: Continued from page 3 xyxy=(85,609,195,621)
continued-from-label: Continued from page 8 xyxy=(551,902,661,914)
paragraph: Monitoring Desk adds: PTI Chairman Imran Khan on Saturday agreed to attend the National Accountability Bureau (NAB) office in Rawalpindi on May 23 (Tuesday) in connection with a scandal involving £190 million - earlier known as the Al-Qadir Trust case. xyxy=(241,109,461,142)
